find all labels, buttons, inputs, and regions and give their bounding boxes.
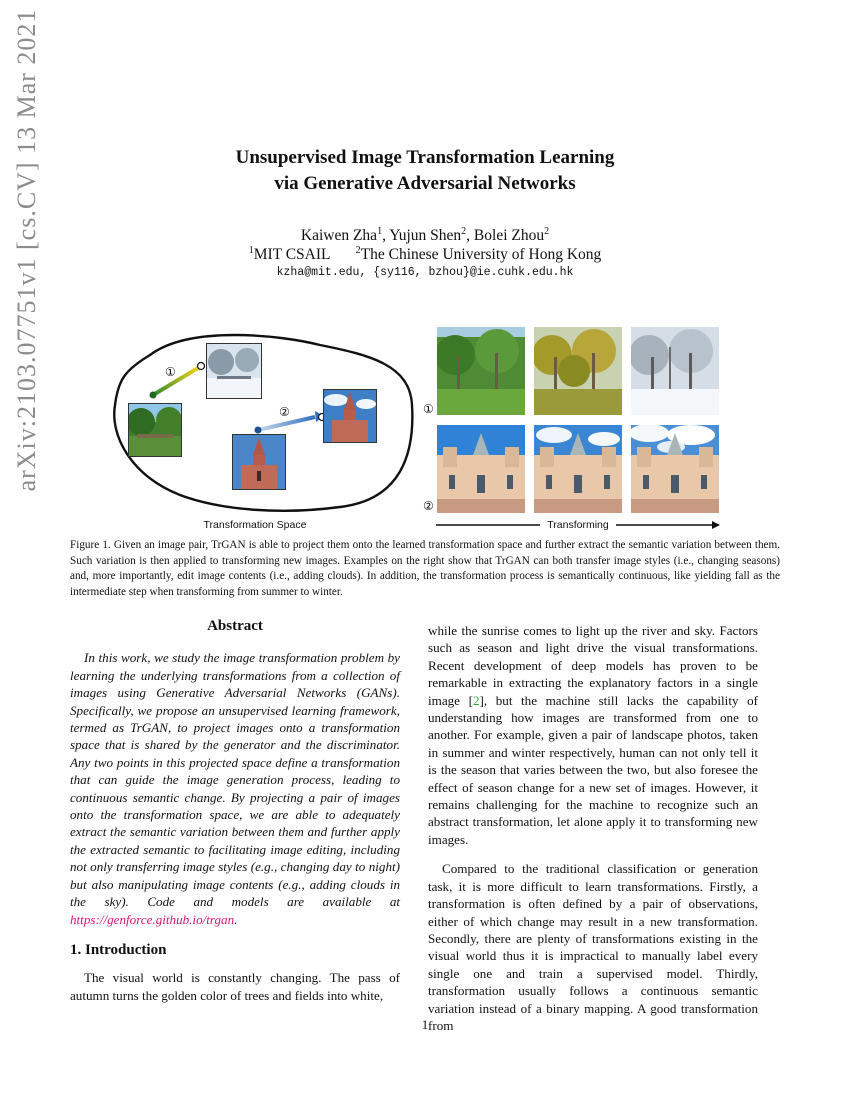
intro-paragraph-1-continued <box>428 622 758 848</box>
citation-link[interactable]: 2 <box>472 692 480 708</box>
figure-caption: Figure 1. Given an image pair, TrGAN is able to project them onto the learned transformation space and further extract the semantic variation between them. Such variation is then applied to transforming new images. Examples on the right show that TrGAN can both transfer image styles (i.e., changing seasons) and, more importantly, edit image contents (i.e., adding clouds). In addition, the transformation process is semantically continuous, like yielding fall as the intermediate step when transforming from summer to winter. <box>70 539 780 599</box>
abstract-text: In this work, we study the image transformation problem by learning the underlying transformations from a collection of images using Generative Adversarial Networks (GANs). Specifically, we propose an unsupervised learning framework, termed as TrGAN, to project images onto a transformation space that is shared by the generator and the discriminator. Any two points in this projected space define a transformation that can guide the image generation process, leading to continuous semantic change. By projecting a pair of images onto the transformation space, we are able to adequately extract the semantic variation between them and further apply the extracted semantic to facilitating image editing, including not only transferring image styles (e.g., changing day to night) but also manipulating image contents (e.g., adding clouds in the sky). Code and models are available at <box>70 650 400 910</box>
author-affil-mark: 1 <box>377 226 383 237</box>
author-affil-mark: 2 <box>544 226 550 237</box>
building-cloudy-sky-image <box>631 425 719 513</box>
title-line-1: Unsupervised Image Transformation Learning <box>235 147 615 168</box>
point-marker <box>255 427 262 434</box>
transformation-space-label: Transformation Space <box>203 519 307 531</box>
summer-park-thumbnail <box>128 403 182 457</box>
author-name: Bolei Zhou <box>473 227 545 245</box>
intro-text: while the sunrise comes to light up the river and sky. Factors such as season and light drive the visual transformations. Recent development of deep models has proven to be remarkable in extracting the explanatory factors in a single image [ <box>428 623 758 708</box>
page-number: 1 <box>421 1017 429 1032</box>
affiliation-name: MIT CSAIL <box>253 246 330 264</box>
author-separator: , <box>382 227 390 245</box>
intro-text: ], but the machine still lacks the capability of understanding how images are transformed from one to another. For example, given a pair of landscape photos, taken in summer and winter respectively, human can not only tell it is the season that varies between the two, but also foresee the effect of season change for a new set of images. However, it remains challenging for the machine to recognize such an abstract transformation, let alone apply it to transforming new images. <box>428 692 758 847</box>
intro-paragraph-1: The visual world is constantly changing. The pass of autumn turns the golden color of trees and fields into white, <box>70 970 400 1003</box>
affiliation-name: The Chinese University of Hong Kong <box>360 246 602 264</box>
author-list <box>0 226 850 245</box>
autumn-forest-image <box>534 327 622 415</box>
point-marker <box>198 363 205 370</box>
marker-1-label: ① <box>165 365 176 379</box>
paper-title <box>0 145 850 197</box>
church-clear-sky-thumbnail <box>232 434 286 490</box>
introduction-heading: 1. Introduction <box>70 941 167 958</box>
point-marker <box>150 392 157 399</box>
author-emails: kzha@mit.edu, {sy116, bzhou}@ie.cuhk.edu.hk <box>276 266 574 279</box>
title-line-2: via Generative Adversarial Networks <box>274 173 576 194</box>
row-1-marker: ① <box>423 402 434 416</box>
abstract-end: . <box>234 911 238 927</box>
winter-park-thumbnail <box>206 343 262 399</box>
intro-paragraph-2: Compared to the traditional classification or generation task, it is more difficult to learn transformations. Firstly, a transformation is often defined by a pair of observations, either of which change may result in a new transformation. Secondly, there are plenty of transformations existing in the visual world thus it is impractical to manually label every single one and train a supervised model. Thirdly, transformation usually follows a continuous semantic variation instead of a binary mapping. A good transformation from <box>428 861 758 1033</box>
code-link[interactable]: https://genforce.github.io/trgan <box>70 911 235 927</box>
author-affil-mark: 2 <box>461 226 467 237</box>
author-separator: , <box>466 227 474 245</box>
abstract-body <box>70 649 400 928</box>
marker-2-label: ② <box>279 405 290 419</box>
building-some-clouds-image <box>534 425 622 513</box>
building-clear-sky-image <box>437 425 525 513</box>
right-column <box>428 622 758 1034</box>
affil-mark: 2 <box>355 245 361 256</box>
winter-forest-image <box>631 327 719 415</box>
author-name: Kaiwen Zha <box>300 227 378 245</box>
row-2-marker: ② <box>423 499 434 513</box>
arxiv-identifier: arXiv:2103.07751v1 [cs.CV] 13 Mar 2021 <box>12 8 41 492</box>
affil-mark: 1 <box>248 245 254 256</box>
author-name: Yujun Shen <box>389 227 462 245</box>
affiliations <box>0 245 850 264</box>
abstract-heading: Abstract <box>207 618 263 634</box>
summer-forest-image <box>437 327 525 415</box>
left-column <box>70 618 400 1004</box>
church-cloudy-sky-thumbnail <box>323 389 377 443</box>
transforming-label: Transforming <box>547 519 609 531</box>
